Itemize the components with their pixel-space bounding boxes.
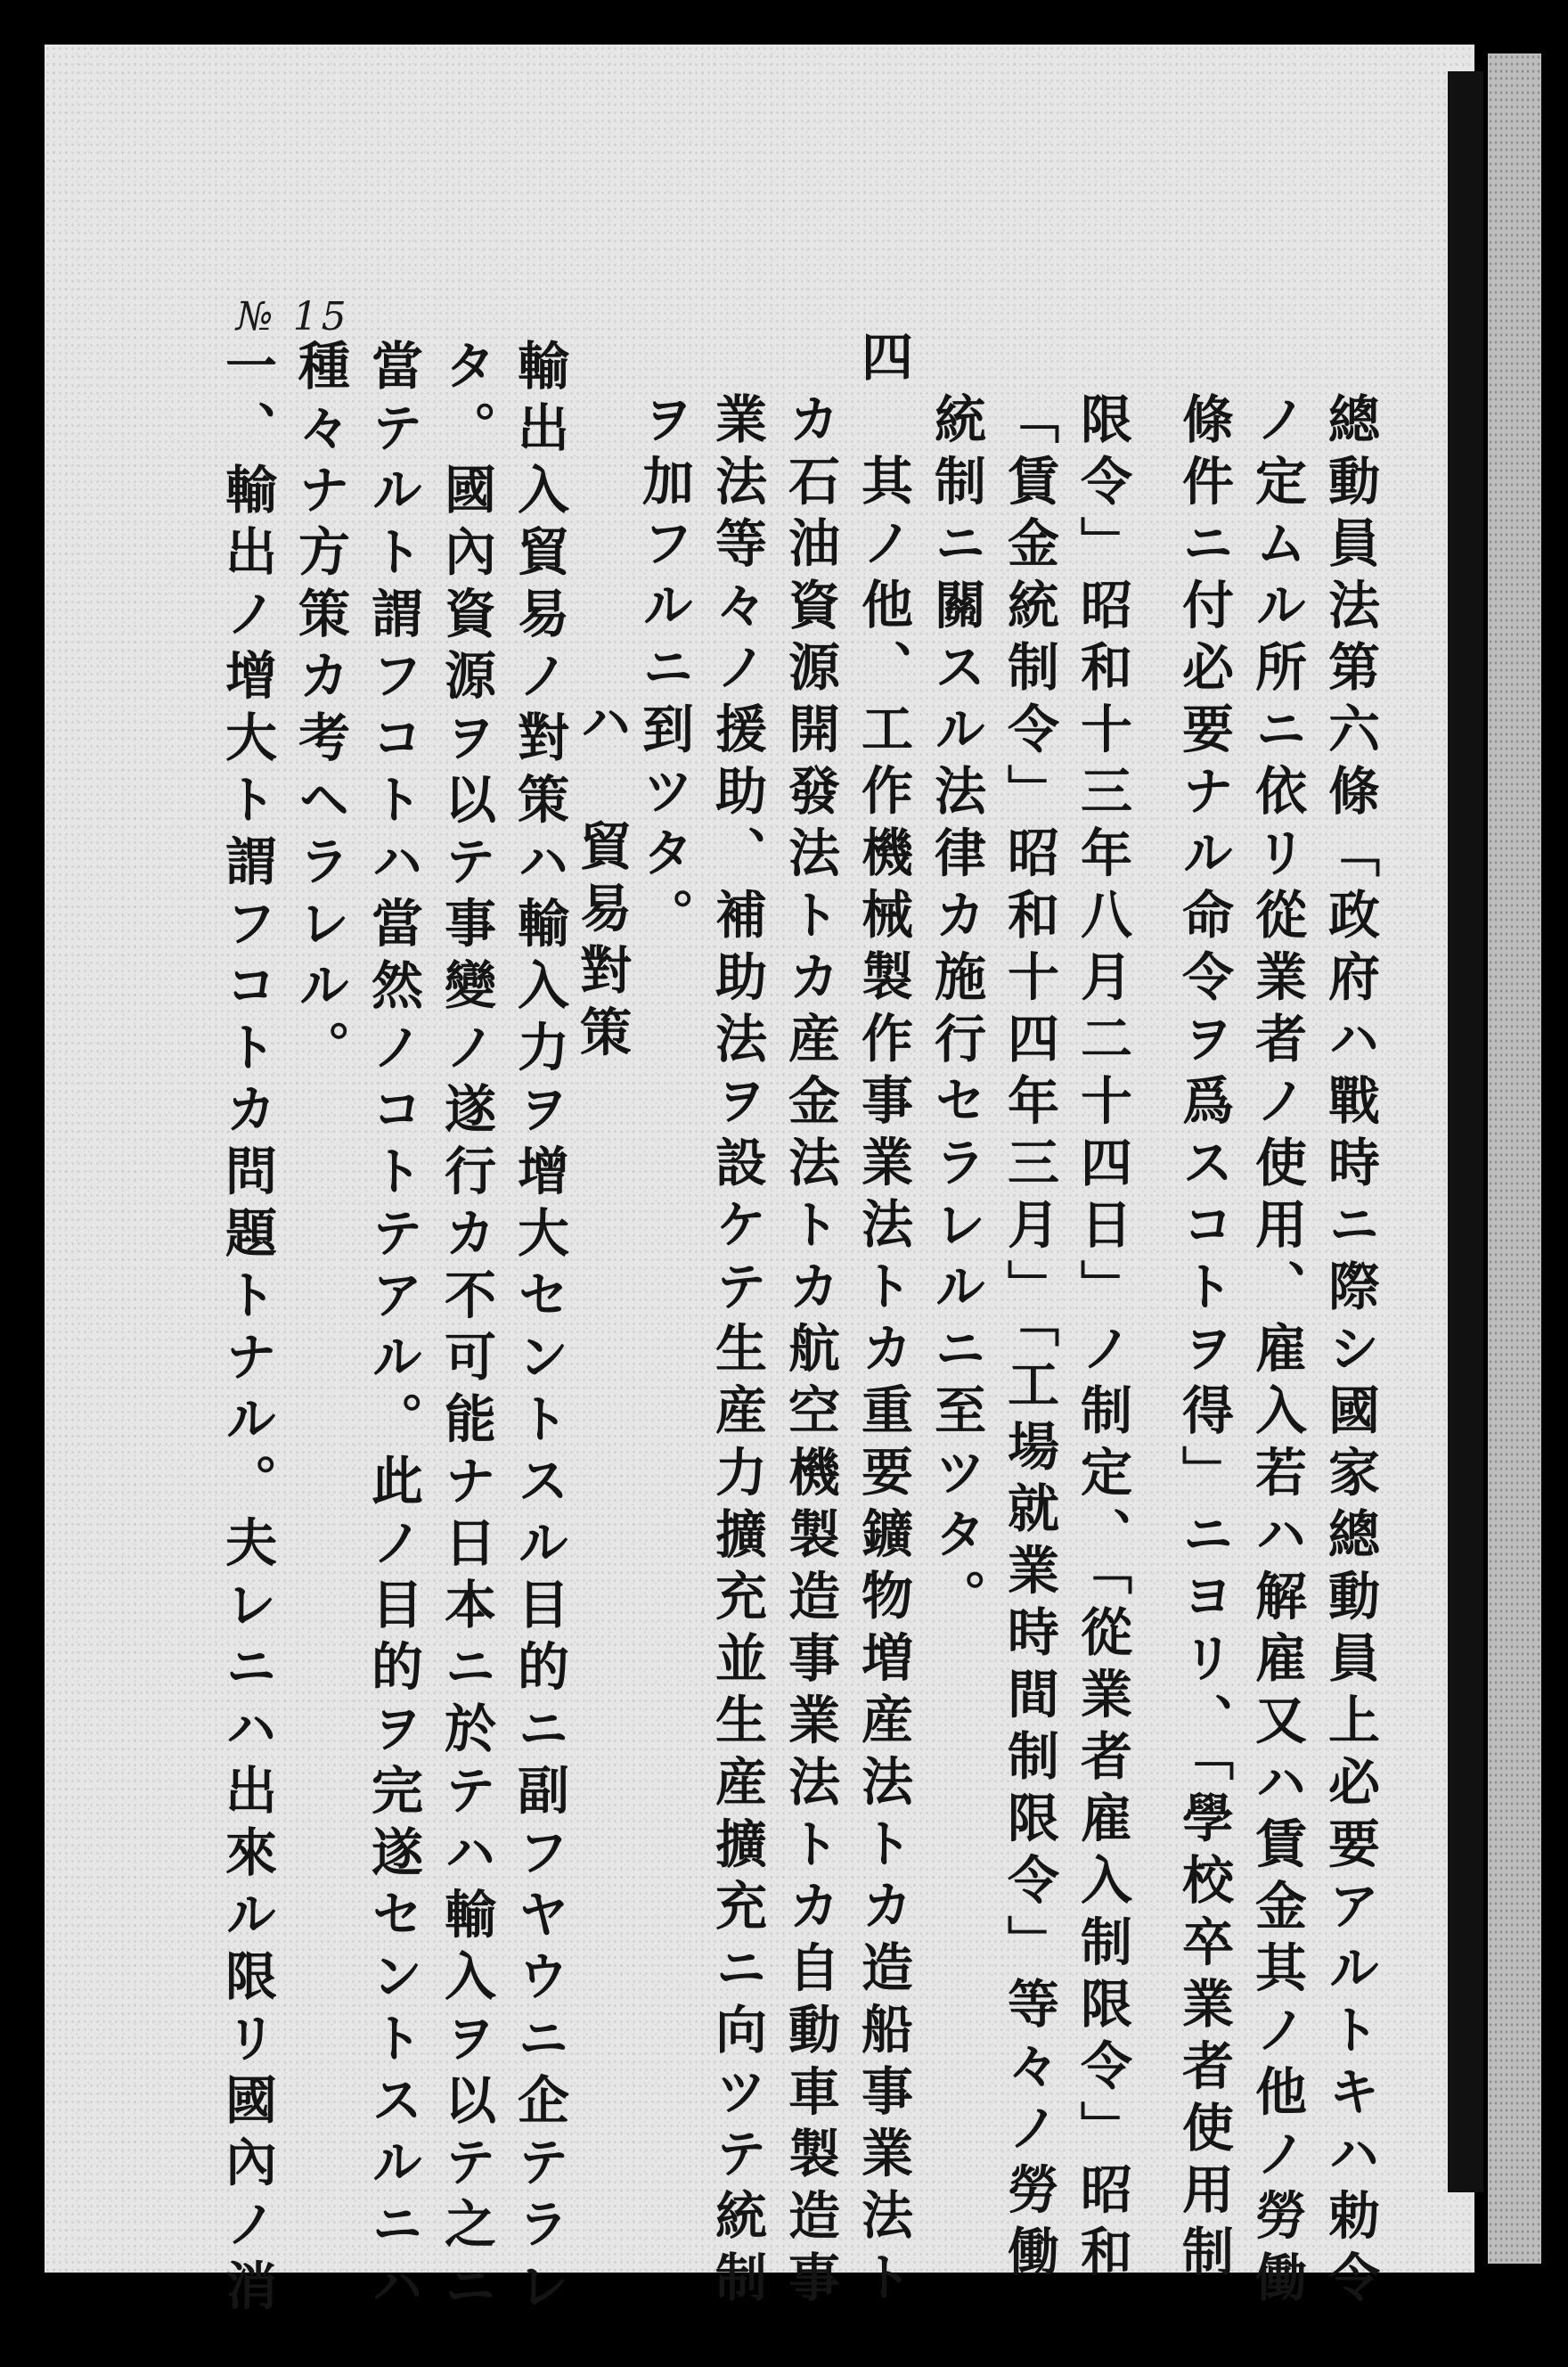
text-column: 種々ナ方策カ考ヘラレル。 [290, 339, 350, 1082]
text-column: タ。國內資源ヲ以テ事變ノ遂行カ不可能ナ日本ニ於テハ輸入ヲ以テ之ニ [436, 339, 496, 2321]
text-column: 總動員法第六條「政府ハ戰時ニ際シ國家總動員上必要アルトキハ勅令 [1319, 392, 1380, 2313]
text-column: カ石油資源開發法トカ産金法トカ航空機製造事業法トカ自動車製造事 [780, 392, 840, 2313]
text-column: 「賃金統制令」昭和十四年三月」「工場就業時間制限令」等々ノ勞働 [999, 392, 1059, 2287]
text-column: 限令」昭和十三年八月二十四日」ノ制定、「從業者雇入制限令」昭和 [1072, 392, 1132, 2287]
text-column: 條件ニ付必要ナル命令ヲ爲スコトヲ得」ニヨリ、「學校卒業者使用制 [1173, 392, 1234, 2287]
book-spine [1448, 71, 1483, 2192]
text-column: 四 其ノ他、工作機械製作事業法トカ重要鑛物増産法トカ造船事業法ト [853, 330, 913, 2312]
adjacent-page-edge [1488, 53, 1541, 2264]
text-column: ヲ加フルニ到ツタ。 [633, 392, 694, 950]
text-column: 當テルト謂フコトハ當然ノコトテアル。此ノ目的ヲ完遂セントスルニハ [363, 339, 423, 2321]
text-column: ノ定ムル所ニ依リ從業者ノ使用、雇入若ハ解雇又ハ賃金其ノ他ノ勞働 [1246, 392, 1307, 2313]
section-heading: ハ 貿易對策 [571, 695, 632, 1067]
page-number: № 15 [236, 294, 350, 340]
text-column: 業法等々ノ援助、補助法ヲ設ケテ生産力擴充並生産擴充ニ向ツテ統制 [706, 392, 767, 2313]
text-column: 一、輸出ノ增大ト謂フコトカ問題トナル。夫レニハ出來ル限リ國內ノ消 [216, 339, 277, 2321]
text-column: 統制ニ關スル法律カ施行セラレルニ至ツタ。 [926, 392, 986, 1631]
text-column: 輸出入貿易ノ對策ハ輸入力ヲ增大セントスル目的ニ副フヤウニ企テラレ [509, 339, 569, 2321]
